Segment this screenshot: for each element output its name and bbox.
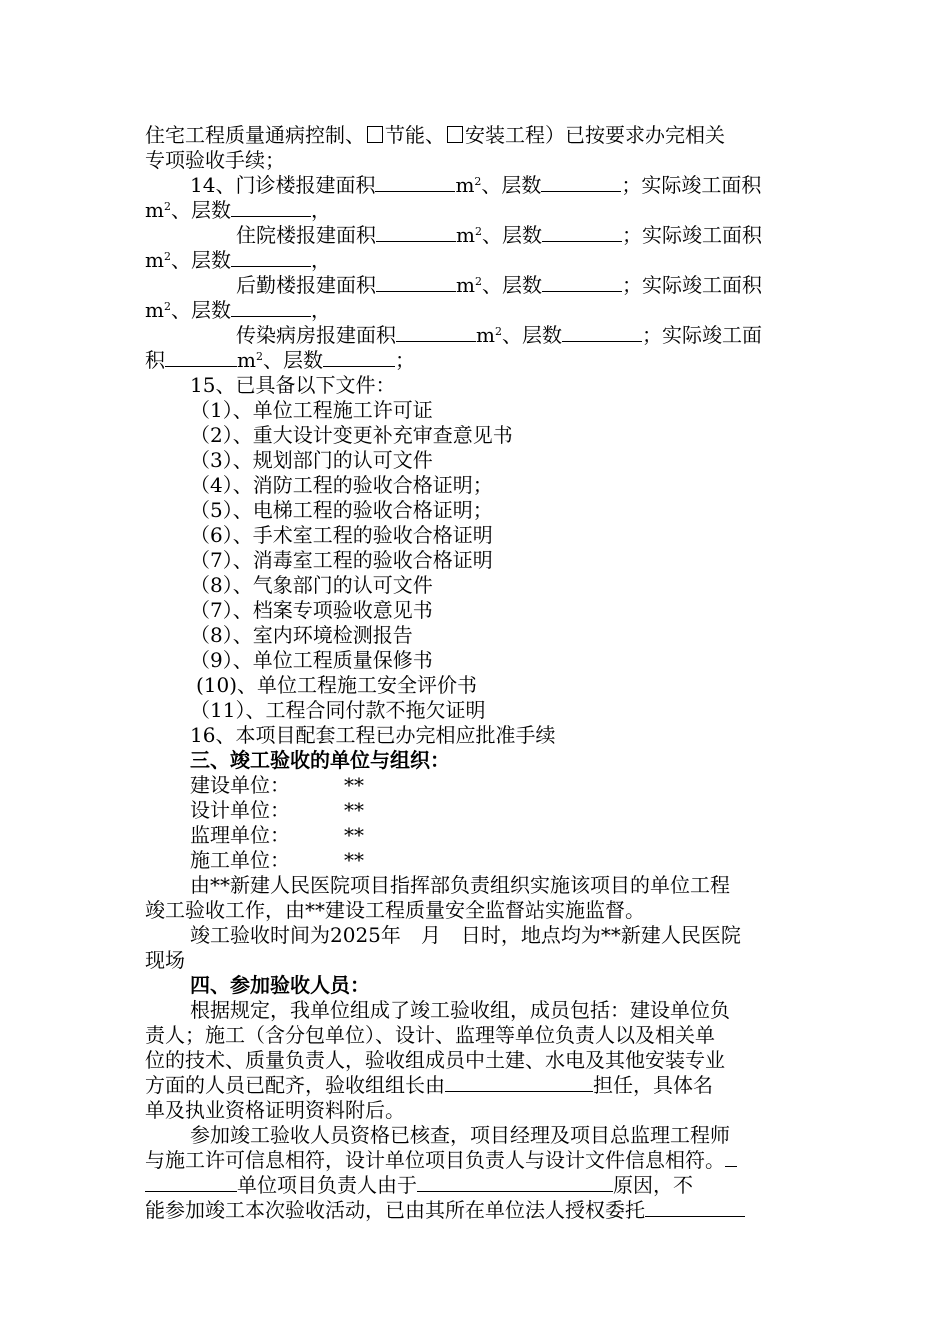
blank-field (542, 273, 622, 292)
blank-field (376, 273, 456, 292)
blank-field (645, 1198, 745, 1217)
section-heading: 四、参加验收人员： (190, 973, 370, 997)
text-line: 竣工验收工作，由**建设工程质量安全监督站实施监督。 (145, 898, 645, 922)
text-line: 传染病房报建面积 $m^2$、层数 ；实际竣工面 (236, 323, 762, 347)
list-item: （7）、消毒室工程的验收合格证明 (190, 548, 493, 572)
blank-field (231, 298, 311, 317)
text-line: 责人；施工（含分包单位）、设计、监理等单位负责人以及相关单 (145, 1023, 715, 1047)
blank-field (145, 1173, 237, 1192)
text-line: 16、本项目配套工程已办完相应批准手续 (190, 723, 556, 747)
text-line: $m^2$、层数 ， (145, 198, 331, 222)
text-line: $m^2$、层数 ， (145, 298, 331, 322)
unit-row: 建设单位： ** (190, 773, 364, 797)
blank-field (375, 173, 455, 192)
unit-row: 设计单位： ** (190, 798, 364, 822)
blank-field (445, 1073, 593, 1092)
text-line: 专项验收手续； (145, 148, 285, 172)
list-item: （11）、工程合同付款不拖欠证明 (190, 698, 486, 722)
text-line: 后勤楼报建面积 $m^2$、层数 ；实际竣工面积 (236, 273, 762, 297)
blank-field (417, 1173, 613, 1192)
blank-field (725, 1148, 737, 1167)
list-item: (10)、单位工程施工安全评价书 (196, 673, 478, 697)
list-item: （9）、单位工程质量保修书 (190, 648, 433, 672)
blank-field (231, 248, 311, 267)
text-line: 14、门诊楼报建面积 $m^2$、层数 ；实际竣工面积 (190, 173, 762, 197)
blank-field (165, 348, 237, 367)
text-line: $m^2$、层数 ， (145, 248, 331, 272)
text-line: 位的技术、质量负责人，验收组成员中土建、水电及其他安装专业 (145, 1048, 725, 1072)
checkbox-icon (367, 126, 383, 143)
list-item: （1）、单位工程施工许可证 (190, 398, 433, 422)
list-item: （6）、手术室工程的验收合格证明 (190, 523, 493, 547)
blank-field (376, 223, 456, 242)
text-line: 住院楼报建面积 $m^2$、层数 ；实际竣工面积 (236, 223, 762, 247)
blank-field (231, 198, 311, 217)
list-item: （5）、电梯工程的验收合格证明； (190, 498, 493, 522)
unit-row: 施工单位： ** (190, 848, 364, 872)
list-item: （4）、消防工程的验收合格证明； (190, 473, 493, 497)
blank-field (396, 323, 476, 342)
blank-field (542, 223, 622, 242)
text-line: 单及执业资格证明资料附后。 (145, 1098, 405, 1122)
text-line: 住宅工程质量通病控制、 节能、 安装工程）已按要求办完相关 (145, 123, 725, 147)
list-item: （7）、档案专项验收意见书 (190, 598, 433, 622)
text-line: 竣工验收时间为2025年 月 日时，地点均为**新建人民医院 (190, 923, 741, 947)
text-line: 现场 (145, 948, 185, 972)
blank-field (541, 173, 621, 192)
text-line: 根据规定，我单位组成了竣工验收组，成员包括：建设单位负 (190, 998, 730, 1022)
list-item: （3）、规划部门的认可文件 (190, 448, 433, 472)
list-item: （2）、重大设计变更补充审查意见书 (190, 423, 513, 447)
text-line: 与施工许可信息相符，设计单位项目负责人与设计文件信息相符。 (145, 1148, 737, 1173)
section-heading: 三、竣工验收的单位与组织： (190, 748, 450, 772)
checkbox-icon (447, 126, 463, 143)
unit-row: 监理单位： ** (190, 823, 364, 847)
list-item: （8）、室内环境检测报告 (190, 623, 413, 647)
text-line: 能参加竣工本次验收活动，已由其所在单位法人授权委托 (145, 1198, 745, 1223)
blank-field (323, 348, 395, 367)
text-line: 方面的人员已配齐，验收组组长由 担任，具体名 (145, 1073, 713, 1097)
list-item: （8）、气象部门的认可文件 (190, 573, 433, 597)
blank-field (562, 323, 642, 342)
text-line: 15、已具备以下文件： (190, 373, 396, 397)
text-line: 积 $m^2$、层数 ； (145, 348, 415, 372)
text-line: 由**新建人民医院项目指挥部负责组织实施该项目的单位工程 (190, 873, 730, 897)
text-line: 参加竣工验收人员资格已核查，项目经理及项目总监理工程师 (190, 1123, 730, 1147)
text-line: 单位项目负责人由于 原因，不 (145, 1173, 693, 1198)
